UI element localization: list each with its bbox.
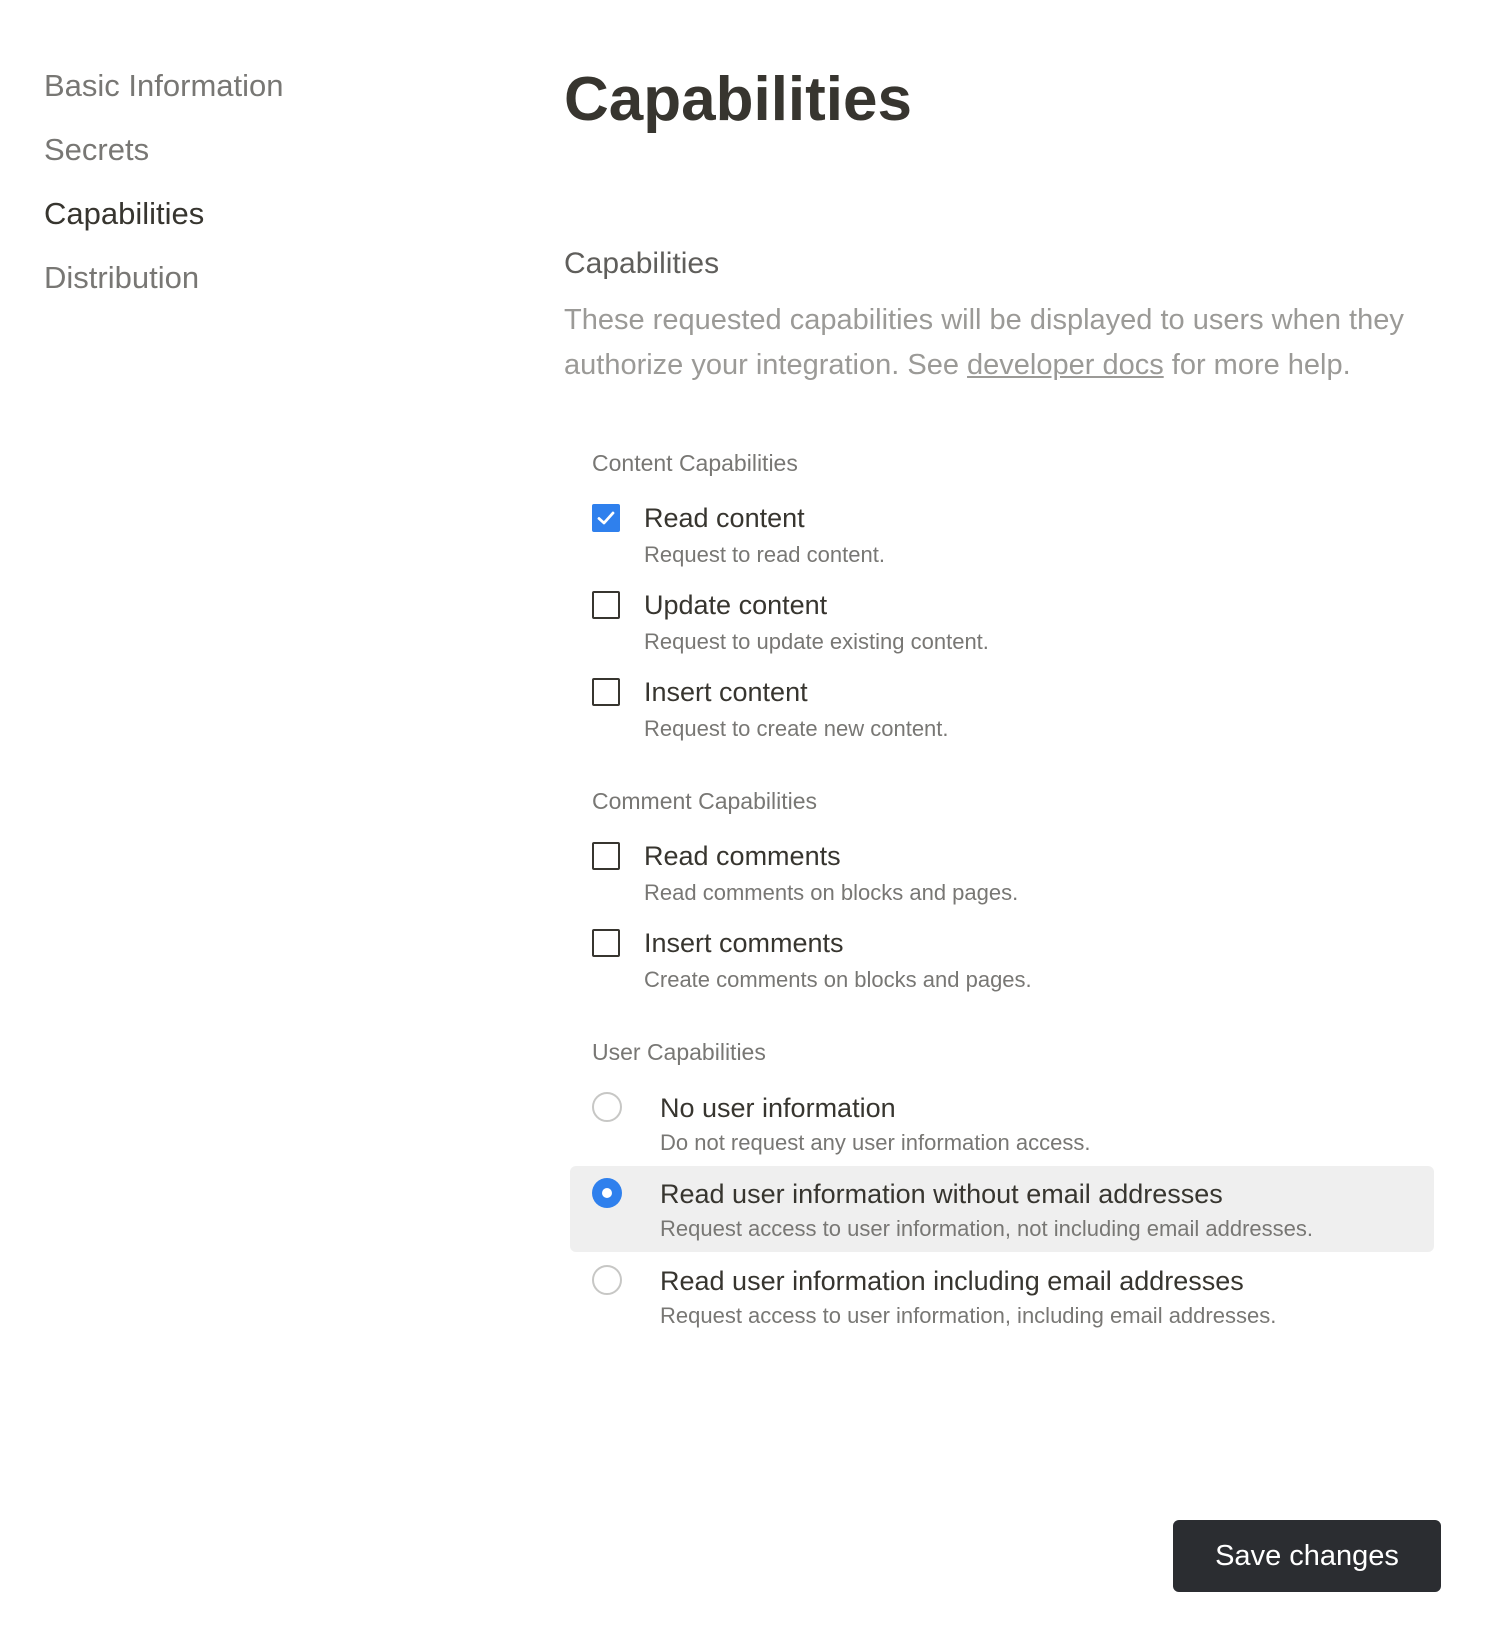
comment-capabilities-title: Comment Capabilities xyxy=(592,788,817,814)
read-comments-description: Read comments on blocks and pages. xyxy=(644,880,1019,905)
user-capabilities-title: User Capabilities xyxy=(592,1039,766,1065)
description-text-after: for more help. xyxy=(1163,349,1351,381)
content-capabilities-title: Content Capabilities xyxy=(592,450,798,476)
page-title: Capabilities xyxy=(564,65,912,134)
read-content-label: Read content xyxy=(644,503,805,533)
insert-content-label: Insert content xyxy=(644,677,808,707)
update-content-checkbox[interactable] xyxy=(592,591,620,619)
no-user-information-label: No user information xyxy=(660,1093,896,1123)
insert-content-checkbox[interactable] xyxy=(592,678,620,706)
sidebar-item-basic-information[interactable]: Basic Information xyxy=(44,68,284,103)
read-content-checkbox[interactable] xyxy=(592,504,620,532)
insert-comments-description: Create comments on blocks and pages. xyxy=(644,967,1032,992)
read-user-info-including-email-label: Read user information including email addresses xyxy=(660,1266,1244,1296)
sidebar-item-capabilities[interactable]: Capabilities xyxy=(44,196,205,231)
read-comments-option[interactable] xyxy=(592,840,1432,920)
description-text-before: These requested capabilities will be displayed to users when they authorize your integration. See xyxy=(564,304,1404,381)
check-icon xyxy=(596,508,616,528)
insert-content-option[interactable] xyxy=(592,676,1432,756)
read-content-option[interactable] xyxy=(592,502,1432,582)
sidebar-item-secrets[interactable]: Secrets xyxy=(44,132,150,167)
no-user-information-radio[interactable] xyxy=(592,1092,622,1122)
sidebar-item-distribution[interactable]: Distribution xyxy=(44,260,200,295)
read-comments-label: Read comments xyxy=(644,841,841,871)
section-description xyxy=(564,298,1424,388)
read-user-info-without-email-label: Read user information without email addresses xyxy=(660,1179,1223,1209)
developer-docs-link[interactable]: developer docs xyxy=(967,349,1164,381)
insert-content-description: Request to create new content. xyxy=(644,716,949,741)
read-user-info-including-email-option[interactable] xyxy=(592,1265,1432,1351)
insert-comments-option[interactable] xyxy=(592,927,1432,1007)
update-content-description: Request to update existing content. xyxy=(644,629,989,654)
save-changes-button[interactable]: Save changes xyxy=(1173,1520,1441,1592)
update-content-label: Update content xyxy=(644,590,828,620)
read-content-description: Request to read content. xyxy=(644,542,885,567)
read-user-info-without-email-description: Request access to user information, not including email addresses. xyxy=(660,1216,1314,1241)
read-user-info-without-email-radio[interactable] xyxy=(592,1178,622,1208)
section-title: Capabilities xyxy=(564,247,720,280)
read-user-info-including-email-radio[interactable] xyxy=(592,1265,622,1295)
read-user-info-without-email-option[interactable] xyxy=(570,1166,1434,1252)
read-comments-checkbox[interactable] xyxy=(592,842,620,870)
read-user-info-including-email-description: Request access to user information, including email addresses. xyxy=(660,1303,1277,1328)
update-content-option[interactable] xyxy=(592,589,1432,669)
no-user-information-description: Do not request any user information access. xyxy=(660,1130,1091,1155)
sidebar-nav xyxy=(44,66,444,322)
insert-comments-label: Insert comments xyxy=(644,928,844,958)
insert-comments-checkbox[interactable] xyxy=(592,929,620,957)
